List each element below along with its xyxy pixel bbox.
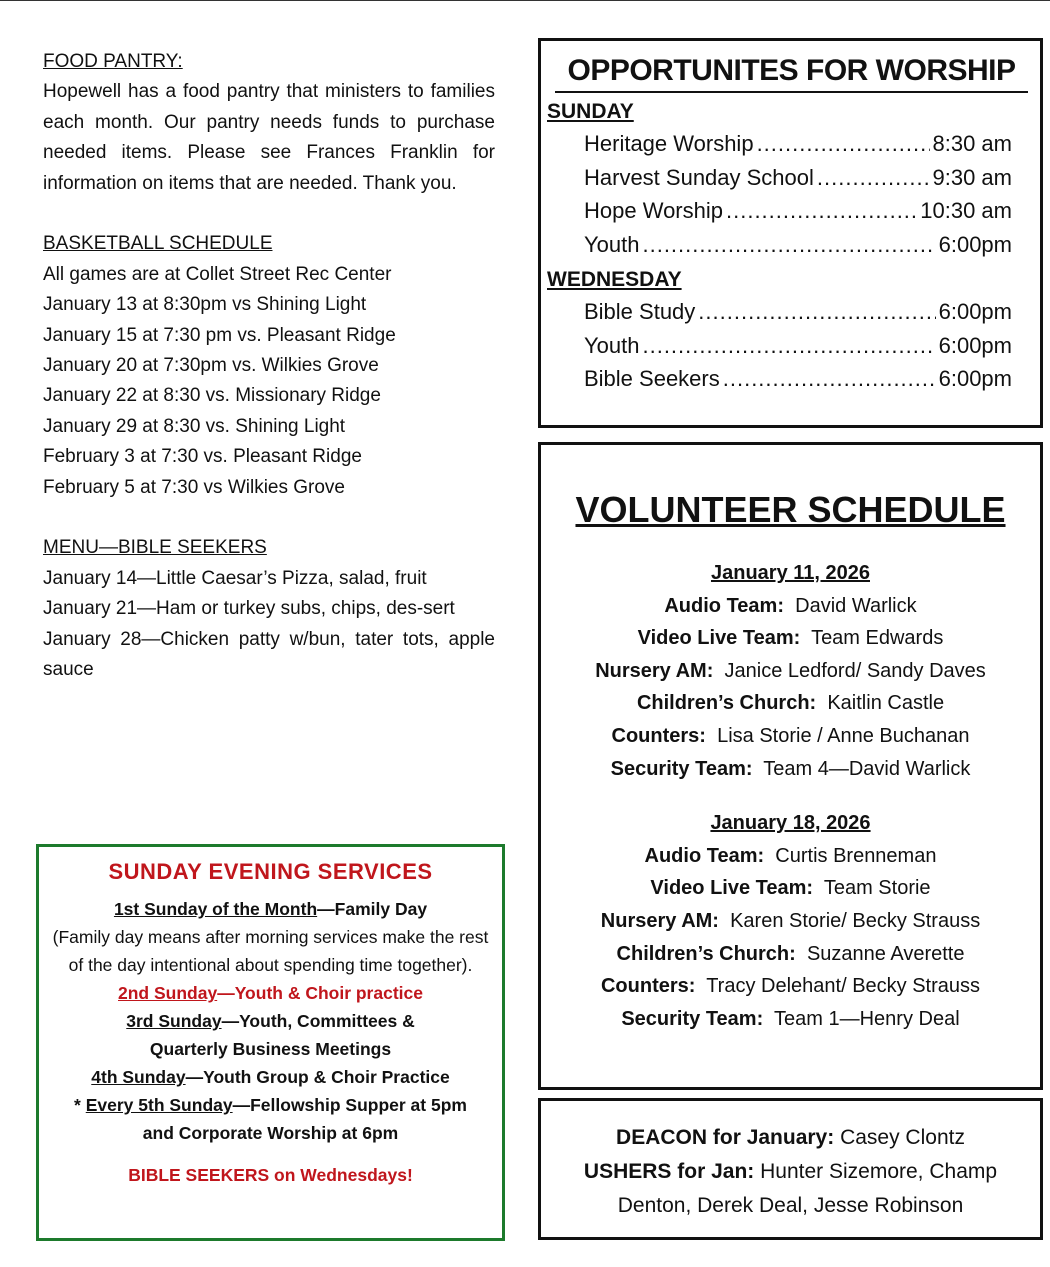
- basketball-game: January 29 at 8:30 vs. Shining Light: [43, 415, 346, 437]
- volunteer-name: Lisa Storie / Anne Buchanan: [717, 724, 970, 747]
- service-name: Bible Study: [584, 299, 696, 324]
- sunday-evening-box: [36, 844, 505, 1241]
- sunday-evening-title: SUNDAY EVENING SERVICES: [108, 859, 433, 884]
- volunteer-week: [541, 557, 1040, 785]
- volunteer-name: Karen Storie/ Becky Strauss: [730, 909, 981, 932]
- menu-heading: MENU—BIBLE SEEKERS: [43, 537, 267, 559]
- basketball-game: February 3 at 7:30 vs. Pleasant Ridge: [43, 446, 362, 468]
- volunteer-entry: [541, 840, 1040, 873]
- volunteer-entry: [541, 905, 1040, 938]
- family-day-note: (Family day means after morning services make the rest of the day intentional about spending time together).: [52, 927, 489, 975]
- worship-row: [584, 228, 1012, 262]
- service-time: 10:30 am: [920, 198, 1012, 223]
- dot-leader: [757, 127, 930, 161]
- deacon-box: [538, 1098, 1043, 1240]
- basketball-game: January 22 at 8:30 vs. Missionary Ridge: [43, 385, 381, 407]
- wednesday-label: WEDNESDAY: [547, 268, 682, 291]
- worship-row: [584, 127, 1012, 161]
- volunteer-name: Team 4—David Warlick: [763, 757, 971, 780]
- basketball-list: [43, 260, 495, 503]
- menu-item: January 14—Little Caesar’s Pizza, salad, fruit: [43, 567, 427, 589]
- volunteer-entry: [541, 938, 1040, 971]
- volunteer-role: Video Live Team:: [637, 627, 801, 650]
- basketball-game: January 15 at 7:30 pm vs. Pleasant Ridge: [43, 324, 396, 346]
- worship-row: [584, 194, 1012, 228]
- dot-leader: [723, 362, 936, 396]
- volunteer-name: Janice Ledford/ Sandy Daves: [724, 659, 986, 682]
- volunteer-entry: [541, 720, 1040, 753]
- ushers-names: Hunter Sizemore, Champ Denton, Derek Deal, Jesse Robinson: [617, 1160, 998, 1217]
- fourth-sunday-label: 4th Sunday: [91, 1067, 186, 1087]
- week-date: January 18, 2026: [710, 812, 871, 835]
- volunteer-name: Team Edwards: [811, 627, 944, 650]
- volunteer-role: Video Live Team:: [650, 877, 814, 900]
- service-name: Bible Seekers: [584, 366, 720, 391]
- service-time: 9:30 am: [932, 164, 1012, 190]
- service-name: Heritage Worship: [584, 131, 754, 156]
- food-pantry-heading: FOOD PANTRY:: [43, 51, 183, 72]
- second-sunday-label: 2nd Sunday: [118, 983, 218, 1003]
- volunteer-role: Counters:: [611, 724, 706, 747]
- volunteer-name: Curtis Brenneman: [775, 844, 937, 867]
- food-pantry-text: Hopewell has a food pantry that ministers to families each month. Our pantry needs funds to purchase needed items. Please see Frances Franklin for information on items that are needed. Thank you.: [43, 81, 495, 194]
- service-name: Youth: [584, 231, 640, 257]
- volunteer-entry: [541, 970, 1040, 1003]
- volunteer-entry: [541, 872, 1040, 905]
- dot-leader: [726, 194, 917, 228]
- volunteer-entry: [541, 1003, 1040, 1036]
- volunteer-entry: [541, 655, 1040, 688]
- volunteer-name: Kaitlin Castle: [827, 692, 945, 715]
- week-date: January 11, 2026: [710, 562, 870, 584]
- volunteer-role: Audio Team:: [664, 594, 784, 617]
- menu-item: January 21—Ham or turkey subs, chips, des-sert: [43, 598, 455, 620]
- worship-row: [584, 329, 1012, 363]
- basketball-game: February 5 at 7:30 vs Wilkies Grove: [43, 476, 345, 498]
- left-column: [43, 47, 495, 686]
- volunteer-name: Team 1—Henry Deal: [774, 1007, 960, 1030]
- dot-leader: [642, 228, 935, 262]
- third-sunday-desc: —Youth, Committees & Quarterly Business Meetings: [149, 1011, 415, 1059]
- basketball-game: January 20 at 7:30pm vs. Wilkies Grove: [43, 355, 379, 377]
- volunteer-name: Team Storie: [823, 877, 931, 900]
- deacon-name: Casey Clontz: [840, 1126, 965, 1149]
- bible-seekers-footer: BIBLE SEEKERS on Wednesdays!: [128, 1165, 413, 1185]
- volunteer-entry: [541, 590, 1040, 623]
- service-time: 6:00pm: [938, 231, 1012, 257]
- ushers-label: USHERS for Jan:: [583, 1160, 755, 1183]
- service-time: 6:00pm: [938, 332, 1012, 358]
- dot-leader: [817, 161, 930, 195]
- volunteer-role: Security Team:: [621, 1007, 764, 1030]
- basketball-game: January 13 at 8:30pm vs Shining Light: [43, 294, 367, 316]
- deacon-label: DEACON for January:: [616, 1126, 835, 1149]
- service-name: Hope Worship: [584, 198, 723, 223]
- service-name: Youth: [584, 332, 640, 358]
- volunteer-entry: [541, 753, 1040, 786]
- basketball-heading: BASKETBALL SCHEDULE: [43, 233, 273, 255]
- fifth-sunday-desc: —Fellowship Supper at 5pm and Corporate Worship at 6pm: [142, 1095, 467, 1143]
- volunteer-role: Children’s Church:: [616, 942, 796, 965]
- fifth-sunday-label: Every 5th Sunday: [85, 1095, 233, 1115]
- menu-item: January 28—Chicken patty w/bun, tater tots, apple sauce: [43, 628, 495, 681]
- volunteer-role: Nursery AM:: [595, 659, 714, 682]
- fourth-sunday-desc: —Youth Group & Choir Practice: [185, 1067, 450, 1087]
- basketball-game: All games are at Collet Street Rec Center: [43, 263, 392, 285]
- worship-row: [584, 362, 1012, 396]
- volunteer-role: Security Team:: [610, 757, 753, 780]
- volunteer-name: Tracy Delehant/ Becky Strauss: [706, 975, 981, 998]
- dot-leader: [698, 295, 935, 329]
- sunday-label: SUNDAY: [547, 100, 634, 123]
- volunteer-name: David Warlick: [795, 594, 917, 617]
- volunteer-role: Nursery AM:: [600, 909, 719, 932]
- volunteer-role: Audio Team:: [644, 844, 765, 867]
- service-name: Harvest Sunday School: [584, 164, 814, 190]
- worship-title: OPPORTUNITES FOR WORSHIP: [555, 51, 1028, 93]
- first-sunday-desc: —Family Day: [317, 899, 428, 919]
- service-time: 6:00pm: [938, 366, 1012, 391]
- volunteer-box: [538, 442, 1043, 1090]
- worship-row: [584, 161, 1012, 195]
- volunteer-entry: [541, 622, 1040, 655]
- first-sunday-label: 1st Sunday of the Month: [113, 899, 318, 919]
- third-sunday-label: 3rd Sunday: [126, 1011, 222, 1031]
- dot-leader: [642, 329, 935, 363]
- worship-box: [538, 38, 1043, 428]
- volunteer-name: Suzanne Averette: [806, 942, 965, 965]
- worship-row: [584, 295, 1012, 329]
- volunteer-entry: [541, 687, 1040, 720]
- volunteer-role: Children’s Church:: [636, 692, 817, 715]
- second-sunday-desc: —Youth & Choir practice: [217, 983, 423, 1003]
- service-time: 6:00pm: [938, 299, 1012, 324]
- fifth-prefix: *: [74, 1095, 86, 1115]
- menu-list: [43, 564, 495, 686]
- volunteer-week: [541, 807, 1040, 1035]
- volunteer-title: VOLUNTEER SCHEDULE: [575, 489, 1006, 530]
- volunteer-role: Counters:: [600, 975, 696, 998]
- service-time: 8:30 am: [932, 131, 1012, 156]
